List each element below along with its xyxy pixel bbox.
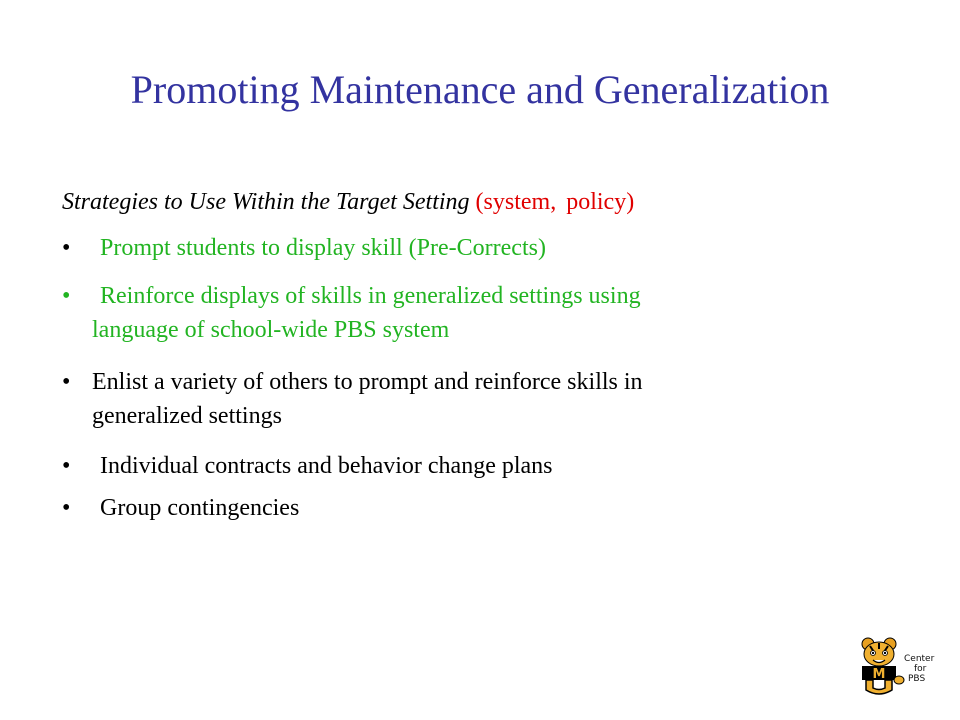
- bullet-text: Prompt students to display skill (Pre-Corrects): [100, 235, 546, 261]
- intro-italic-text: Strategies to Use Within the Target Setting: [62, 189, 470, 215]
- bullet-marker: •: [62, 453, 71, 479]
- bullet-text: Individual contracts and behavior change plans: [100, 453, 553, 479]
- logo-line3: PBS: [908, 674, 926, 684]
- bullet-marker: •: [62, 283, 71, 309]
- svg-text:M: M: [872, 667, 886, 682]
- bullet-text-line1: Enlist a variety of others to prompt and reinforce skills in: [92, 369, 643, 395]
- bullet-text-line2: language of school-wide PBS system: [92, 317, 450, 343]
- bullet-marker: •: [62, 235, 71, 261]
- bullet-text-line1: Reinforce displays of skills in generalized settings using: [100, 283, 641, 309]
- intro-line: [62, 184, 634, 220]
- bullet-marker: •: [62, 369, 71, 395]
- logo-line2: for: [914, 664, 927, 674]
- intro-paren-text: (system, policy): [475, 189, 635, 215]
- tiger-mascot-icon: [858, 636, 906, 696]
- slide-title: Promoting Maintenance and Generalization: [130, 67, 830, 112]
- bullet-text-line2: generalized settings: [92, 403, 282, 429]
- bullet-text: Group contingencies: [100, 495, 300, 521]
- logo-text: [904, 654, 934, 684]
- bullet-marker: •: [62, 495, 71, 521]
- logo-line1: Center: [904, 654, 935, 664]
- center-for-pbs-logo: [858, 636, 940, 696]
